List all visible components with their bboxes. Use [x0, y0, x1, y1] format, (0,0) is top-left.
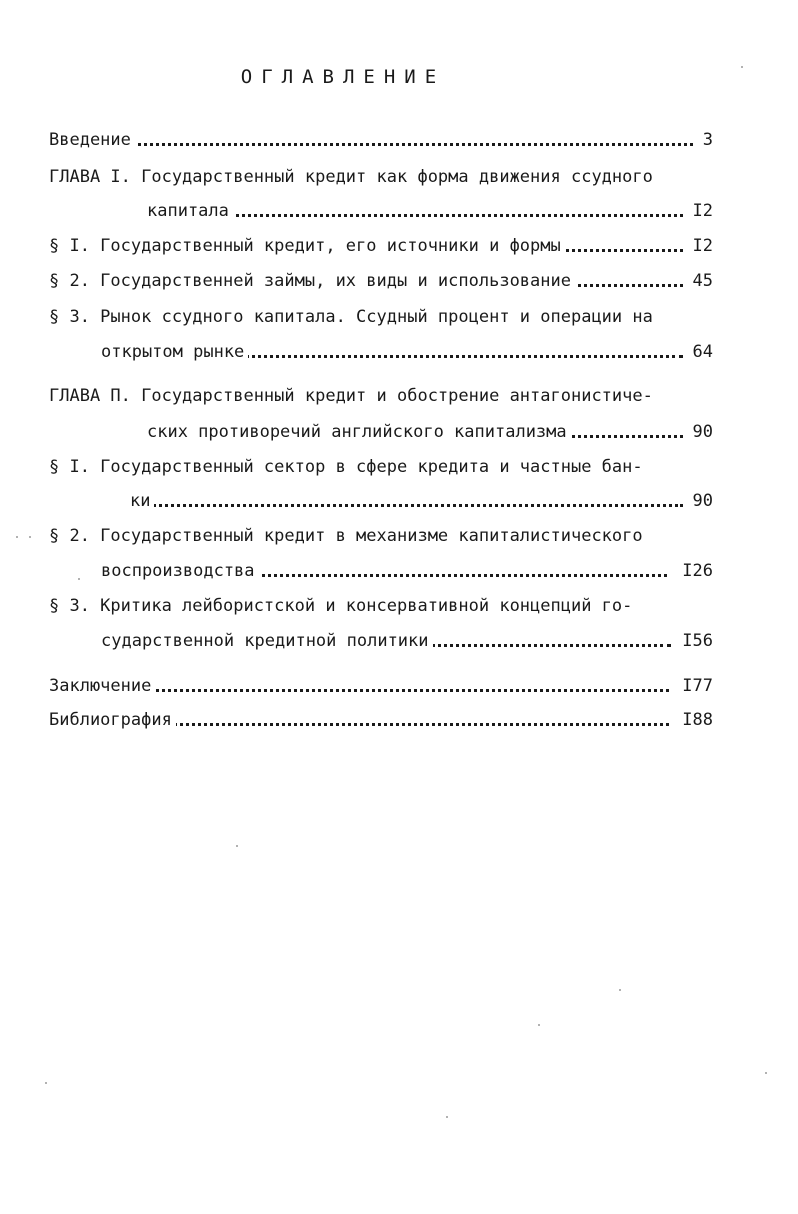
scan-speck	[236, 845, 238, 847]
toc-page-number: I2	[692, 236, 713, 256]
toc-entry-text: сударственной кредитной политики	[101, 631, 433, 651]
toc-page-number: 64	[692, 342, 713, 362]
toc-entry-section-1-1	[0, 234, 798, 258]
toc-section-1-3-line-1: § 3. Рынок ссудного капитала. Ссудный процент и операции на	[49, 307, 653, 327]
toc-page-number: I2	[692, 201, 713, 221]
toc-entry-section-1-3	[0, 340, 798, 364]
toc-entry-text: ки	[130, 491, 154, 511]
toc-entry-bibliography	[0, 708, 798, 732]
toc-page-number: 45	[692, 271, 713, 291]
toc-section-2-3-line-1: § 3. Критика лейбористской и консервативной концепций го-	[49, 596, 633, 616]
toc-entry-section-2-3	[0, 629, 798, 653]
toc-entry-conclusion	[0, 674, 798, 698]
toc-entry-text: воспроизводства	[101, 561, 259, 581]
toc-page-number: 90	[692, 422, 713, 442]
scan-speck	[619, 989, 621, 991]
toc-entry-chapter-1	[0, 199, 798, 223]
toc-page-number: I77	[682, 676, 713, 696]
toc-section-2-1-line-1: § I. Государственный сектор в сфере кредита и частные бан-	[49, 457, 643, 477]
scan-speck	[16, 536, 18, 538]
toc-entry-introduction	[0, 128, 798, 152]
toc-chapter-1-line-1: ГЛАВА I. Государственный кредит как форма движения ссудного	[49, 167, 653, 187]
toc-entry-text: Библиография	[49, 710, 176, 730]
toc-page-number: I88	[682, 710, 713, 730]
toc-entry-text: капитала	[147, 201, 233, 221]
toc-entry-text: Введение	[49, 130, 135, 150]
toc-entry-text: § 2. Государственней займы, их виды и использование	[49, 271, 575, 291]
toc-section-2-2-line-1: § 2. Государственный кредит в механизме капиталистического	[49, 526, 643, 546]
toc-page-number: 3	[702, 130, 713, 150]
toc-entry-text: ских противоречий английского капитализма	[147, 422, 571, 442]
scan-speck	[765, 1072, 767, 1074]
toc-entry-section-2-1	[0, 489, 798, 513]
toc-entry-section-2-2	[0, 559, 798, 583]
toc-page-number: 90	[692, 491, 713, 511]
scan-speck	[741, 66, 743, 68]
toc-title: ОГЛАВЛЕНИЕ	[240, 66, 446, 88]
toc-entry-text: § I. Государственный кредит, его источники и формы	[49, 236, 565, 256]
toc-entry-section-1-2	[0, 269, 798, 293]
scan-speck	[78, 578, 80, 580]
toc-entry-chapter-2	[0, 420, 798, 444]
scan-speck	[29, 536, 31, 538]
toc-page-number: I56	[682, 631, 713, 651]
toc-entry-text: Заключение	[49, 676, 155, 696]
scan-speck	[538, 1024, 540, 1026]
scan-speck	[446, 1116, 448, 1118]
scan-speck	[45, 1082, 47, 1084]
toc-chapter-2-line-1: ГЛАВА П. Государственный кредит и обострение антагонистиче-	[49, 386, 653, 406]
toc-page-number: I26	[682, 561, 713, 581]
toc-entry-text: открытом рынке	[101, 342, 248, 362]
